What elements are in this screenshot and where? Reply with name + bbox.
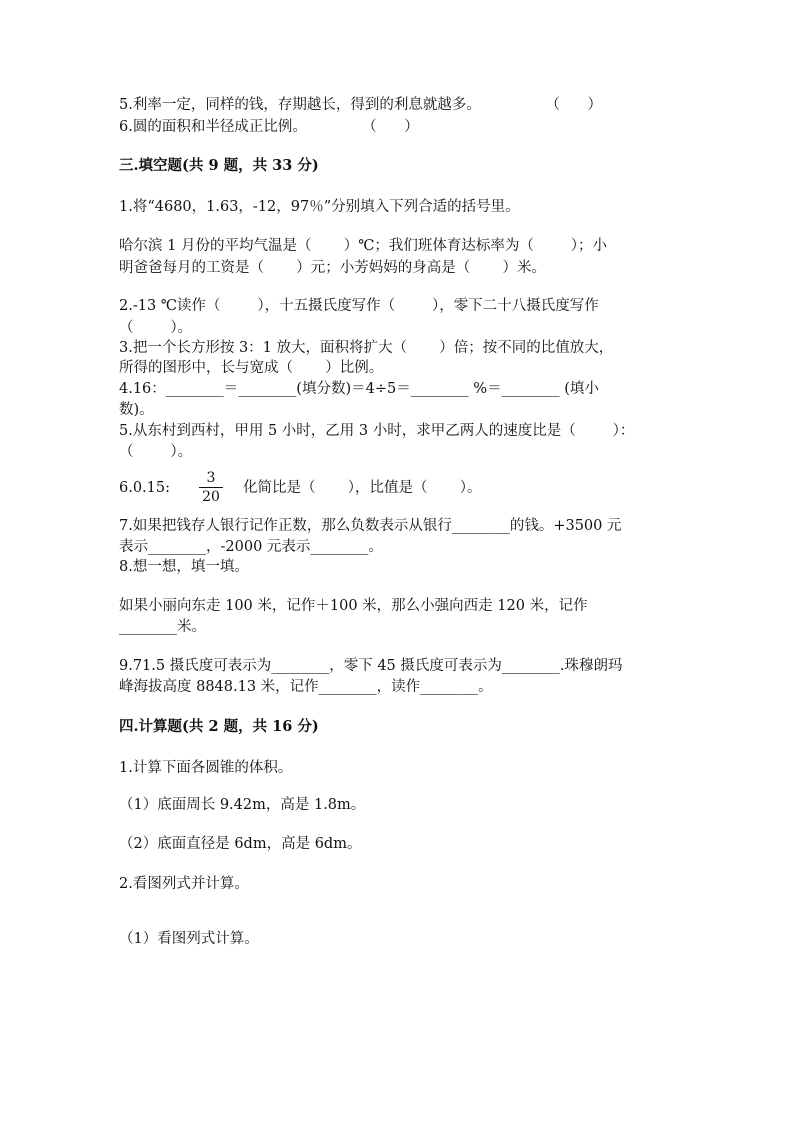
fill-q6-prefix: 6.0.15: — [119, 480, 171, 496]
fill-q3-line-a: 3.把一个长方形按 3：1 放大，面积将扩大（ ）倍；按不同的比值放大， — [119, 340, 614, 356]
fill-q6-fraction — [199, 470, 223, 505]
fraction-numerator: 3 — [206, 470, 216, 486]
fill-q3-line-b: 所得的图形中，长与宽成（ ）比例。 — [119, 360, 384, 376]
fill-q8-line-a: 如果小丽向东走 100 米，记作＋100 米，那么小强向西走 120 米，记作 — [119, 598, 588, 614]
fill-q7-line-a: 7.如果把钱存人银行记作正数，那么负数表示从银行________的钱。+3500 元 — [119, 518, 622, 534]
fill-q8-line-b: ________米。 — [119, 619, 206, 635]
fill-q7-line-b: 表示________，-2000 元表示________。 — [119, 539, 383, 555]
calc-q2: 2.看图列式并计算。 — [119, 876, 249, 892]
calc-q2-item-1: （1）看图列式计算。 — [119, 931, 259, 947]
fill-q4-line-b: 数)。 — [119, 402, 154, 418]
fill-q4-line-a: 4.16：________＝________(填分数)＝4÷5＝________ %＝________ (填小 — [119, 381, 599, 397]
section-heading-calc: 四.计算题(共 2 题，共 16 分) — [119, 718, 319, 735]
judge-q5: 5.利率一定，同样的钱，存期越长，得到的利息就越多。 （ ） — [119, 97, 603, 113]
fill-q9-line-b: 峰海拔高度 8848.13 米，记作________，读作________。 — [119, 679, 493, 695]
calc-q1-item-1: （1）底面周长 9.42m，高是 1.8m。 — [119, 797, 366, 813]
fraction-denominator: 20 — [202, 489, 220, 505]
fill-q5-line-b: （ ）。 — [119, 444, 193, 460]
calc-q1: 1.计算下面各圆锥的体积。 — [119, 760, 293, 776]
fill-q2-line-a: 2.-13 ℃读作（ ），十五摄氏度写作（ ），零下二十八摄氏度写作 — [119, 298, 599, 314]
fill-q8: 8.想一想，填一填。 — [119, 559, 249, 575]
fraction-bar — [199, 487, 223, 488]
fill-q1-line-b: 明爸爸每月的工资是（ ）元；小芳妈妈的身高是（ ）米。 — [119, 260, 547, 276]
section-heading-fill: 三.填空题(共 9 题，共 33 分) — [119, 157, 319, 174]
fill-q9-line-a: 9.71.5 摄氏度可表示为________，零下 45 摄氏度可表示为________.珠穆朗玛 — [119, 658, 623, 674]
fill-q1-line-a: 哈尔滨 1 月份的平均气温是（ ）℃；我们班体育达标率为（ ）；小 — [119, 238, 608, 254]
calc-q1-item-2: （2）底面直径是 6dm，高是 6dm。 — [119, 836, 362, 852]
fill-q6-suffix: 化简比是（ ），比值是（ ）。 — [243, 480, 482, 496]
fill-q1: 1.将“4680，1.63，-12，97％”分别填入下列合适的括号里。 — [119, 199, 520, 215]
judge-q6: 6.圆的面积和半径成正比例。 （ ） — [119, 119, 419, 135]
fill-q2-line-b: （ ）。 — [119, 320, 193, 336]
fill-q5-line-a: 5.从东村到西村，甲用 5 小时，乙用 3 小时，求甲乙两人的速度比是（ ）： — [119, 423, 635, 439]
